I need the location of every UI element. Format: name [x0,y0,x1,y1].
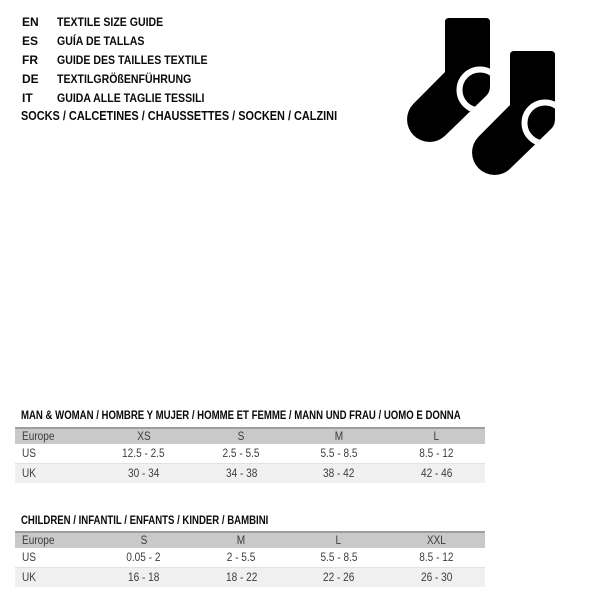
value-label: 5.5 - 8.5 [320,446,358,460]
column-header-cell [290,532,388,548]
value-cell [290,568,388,588]
language-code: ES [22,33,39,48]
language-label: TEXTILE SIZE GUIDE [57,14,164,29]
size-table-title: CHILDREN / INFANTIL / ENFANTS / KINDER / BAMBINI [21,513,269,527]
column-header-label: XXL [426,533,446,547]
value-cell [290,548,388,568]
table-row [15,548,485,568]
sock-front [407,18,500,142]
language-row [22,12,228,31]
column-header-cell [290,428,388,444]
value-cell [193,464,291,484]
value-label: 30 - 34 [128,466,160,480]
language-row [22,69,228,88]
language-list [22,12,228,107]
language-code: DE [22,71,39,86]
value-cell [95,444,193,464]
size-table-title: MAN & WOMAN / HOMBRE Y MUJER / HOMME ET FEMME / MANN UND FRAU / UOMO E DONNA [21,408,461,422]
column-header-label: S [140,533,148,547]
value-label: 26 - 30 [420,570,452,584]
column-header-label: M [237,533,246,547]
value-cell [95,548,193,568]
region-cell [15,464,95,484]
column-header-cell [388,532,486,548]
value-cell [95,568,193,588]
value-cell [95,464,193,484]
category-line: SOCKS / CALCETINES / CHAUSSETTES / SOCKEN / CALZINI [21,108,338,123]
column-header-label: L [433,429,440,443]
region-label: UK [22,466,37,480]
language-code: EN [22,14,39,29]
value-label: 22 - 26 [323,570,355,584]
language-label: GUIDA ALLE TAGLIE TESSILI [57,90,205,105]
value-cell [388,464,486,484]
value-cell [193,548,291,568]
value-cell [193,444,291,464]
language-row [22,88,228,107]
language-row [22,31,228,50]
language-row [22,50,228,69]
value-label: 38 - 42 [323,466,355,480]
value-label: 16 - 18 [128,570,160,584]
region-cell [15,568,95,588]
column-header-cell [15,532,95,548]
table-row [15,568,485,588]
table-row [15,444,485,464]
value-label: 42 - 46 [420,466,452,480]
column-header-row [15,428,485,444]
value-cell [290,444,388,464]
column-header-label: XS [137,429,151,443]
table-row [15,464,485,484]
language-code: IT [22,90,33,105]
value-label: 34 - 38 [225,466,257,480]
value-label: 0.05 - 2 [126,550,161,564]
column-header-label: L [335,533,342,547]
column-header-label: M [334,429,343,443]
column-header-cell [388,428,486,444]
socks-icon [400,10,570,185]
region-label: US [22,550,37,564]
column-header-label: S [237,429,245,443]
value-label: 2.5 - 5.5 [222,446,260,460]
value-cell [290,464,388,484]
value-label: 8.5 - 12 [419,550,454,564]
value-label: 18 - 22 [225,570,257,584]
value-cell [193,568,291,588]
region-cell [15,548,95,568]
column-header-label: Europe [22,429,55,443]
size-table [15,427,485,483]
value-cell [388,548,486,568]
region-label: US [22,446,37,460]
language-label: TEXTILGRÖßENFÜHRUNG [57,71,192,86]
region-cell [15,444,95,464]
column-header-cell [95,532,193,548]
column-header-label: Europe [22,533,55,547]
column-header-cell [193,428,291,444]
column-header-cell [95,428,193,444]
language-code: FR [22,52,38,67]
region-label: UK [22,570,37,584]
value-cell [388,568,486,588]
size-table [15,531,485,587]
value-label: 12.5 - 2.5 [122,446,166,460]
value-label: 2 - 5.5 [226,550,256,564]
value-label: 5.5 - 8.5 [320,550,358,564]
column-header-row [15,532,485,548]
value-cell [388,444,486,464]
language-label: GUIDE DES TAILLES TEXTILE [57,52,208,67]
value-label: 8.5 - 12 [419,446,454,460]
column-header-cell [15,428,95,444]
language-label: GUÍA DE TALLAS [57,33,145,48]
column-header-cell [193,532,291,548]
